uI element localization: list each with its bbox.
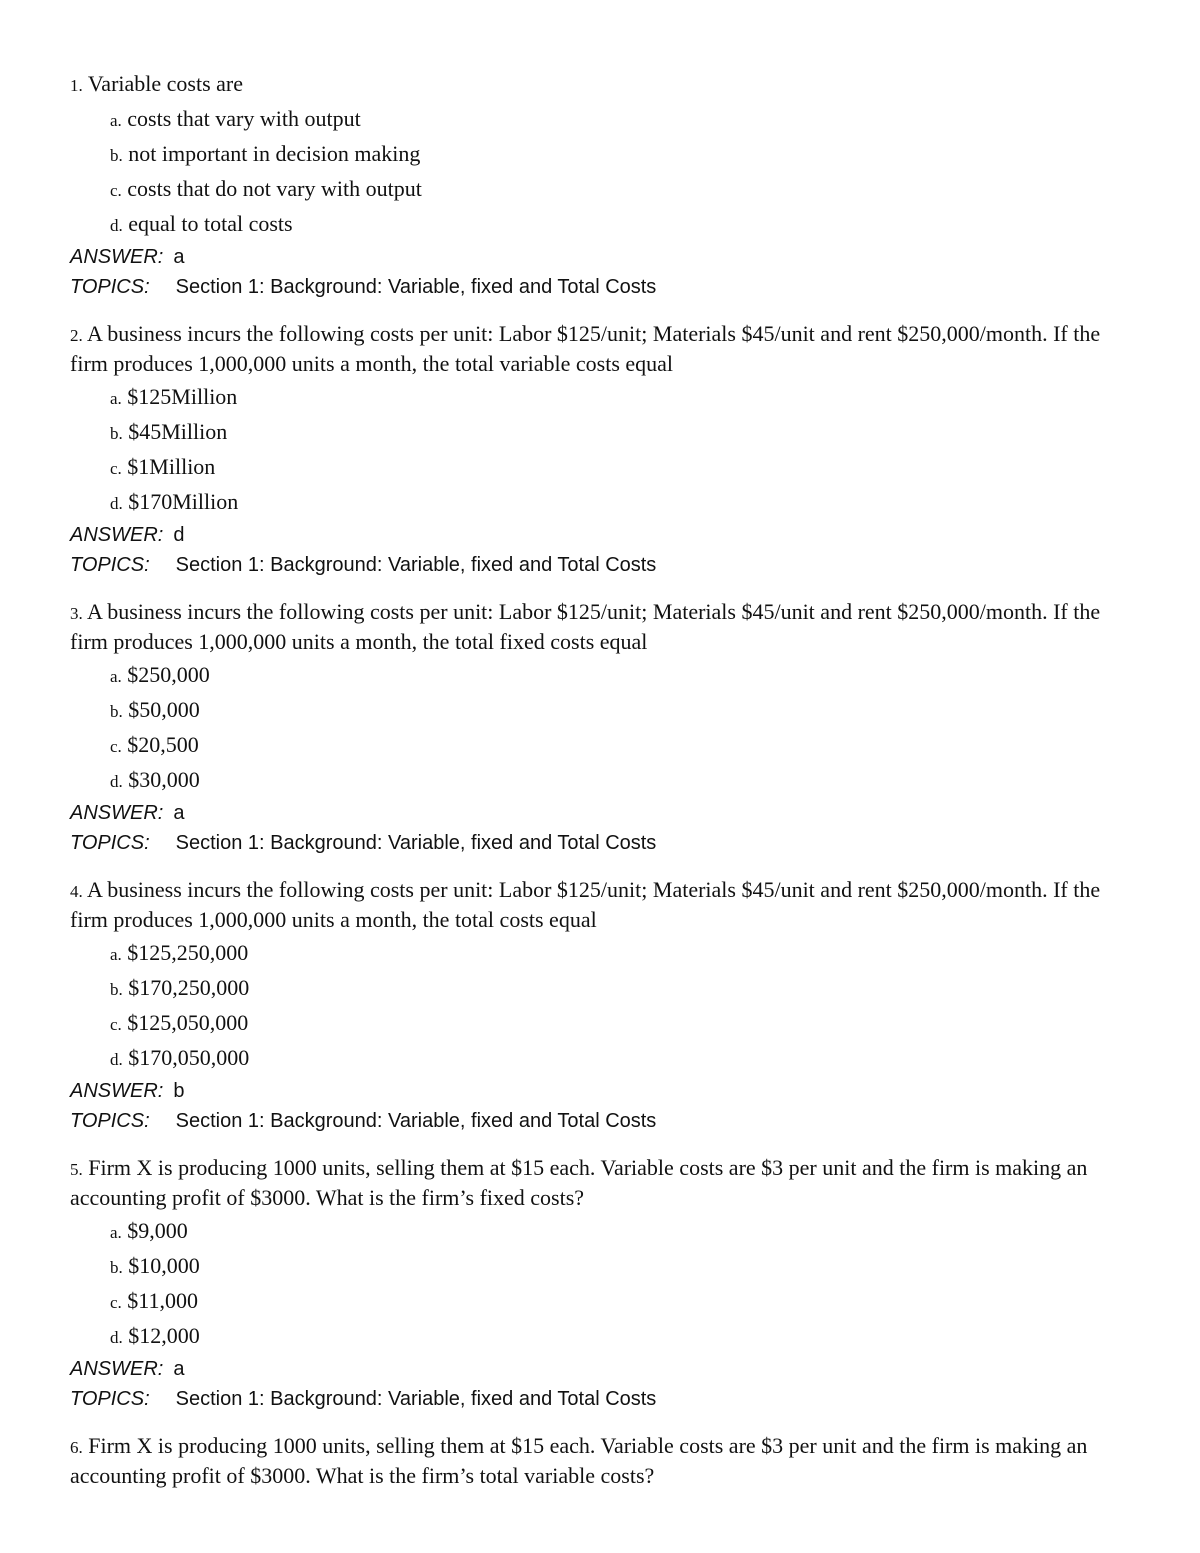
answer-line xyxy=(70,798,1130,828)
answer-value: b xyxy=(173,1080,185,1102)
question-body: A business incurs the following costs per unit: Labor $125/unit; Materials $45/unit and rent $250,000/month. If the firm produces 1,000,000 units a month, the total costs equal xyxy=(70,877,1101,932)
answer-line xyxy=(70,1354,1130,1384)
question-number: 3. xyxy=(70,604,83,623)
question-number: 6. xyxy=(70,1438,83,1457)
option-item xyxy=(110,450,1130,485)
option-item xyxy=(110,172,1130,207)
option-letter: c. xyxy=(110,1015,122,1034)
question-text xyxy=(70,1432,1130,1490)
question-body: A business incurs the following costs per unit: Labor $125/unit; Materials $45/unit and rent $250,000/month. If the firm produces 1,000,000 units a month, the total fixed costs equal xyxy=(70,599,1101,654)
question-block xyxy=(70,876,1130,1136)
answer-value: a xyxy=(173,1358,185,1380)
question-body: A business incurs the following costs per unit: Labor $125/unit; Materials $45/unit and rent $250,000/month. If the firm produces 1,000,000 units a month, the total variable costs equal xyxy=(70,321,1101,376)
answer-label: ANSWER: xyxy=(70,524,164,546)
option-text: $11,000 xyxy=(127,1288,198,1313)
option-text: $170,250,000 xyxy=(128,975,250,1000)
topics-label: TOPICS: xyxy=(70,276,150,298)
option-item xyxy=(110,658,1130,693)
option-item xyxy=(110,1249,1130,1284)
option-letter: d. xyxy=(110,216,123,235)
answer-line xyxy=(70,520,1130,550)
question-text xyxy=(70,876,1130,934)
option-text: $170,050,000 xyxy=(128,1045,250,1070)
option-item xyxy=(110,763,1130,798)
answer-label: ANSWER: xyxy=(70,1080,164,1102)
option-list xyxy=(70,102,1130,242)
option-text: $125,250,000 xyxy=(127,940,249,965)
option-item xyxy=(110,380,1130,415)
topics-line xyxy=(70,1384,1130,1414)
option-item xyxy=(110,1214,1130,1249)
question-body: Firm X is producing 1000 units, selling them at $15 each. Variable costs are $3 per unit and the firm is making an accounting profit of $3000. What is the firm’s total variable costs? xyxy=(70,1433,1088,1488)
option-list xyxy=(70,380,1130,520)
option-letter: d. xyxy=(110,494,123,513)
option-list xyxy=(70,936,1130,1076)
option-text: $125,050,000 xyxy=(127,1010,249,1035)
answer-label: ANSWER: xyxy=(70,246,164,268)
option-letter: c. xyxy=(110,1293,122,1312)
topics-value: Section 1: Background: Variable, fixed and Total Costs xyxy=(175,832,657,854)
option-text: equal to total costs xyxy=(128,211,293,236)
option-item xyxy=(110,1041,1130,1076)
option-item xyxy=(110,693,1130,728)
topics-line xyxy=(70,272,1130,302)
option-letter: d. xyxy=(110,772,123,791)
question-block xyxy=(70,70,1130,302)
option-letter: d. xyxy=(110,1050,123,1069)
document-page xyxy=(70,70,1130,1508)
option-letter: c. xyxy=(110,737,122,756)
option-list xyxy=(70,1214,1130,1354)
option-letter: b. xyxy=(110,702,123,721)
question-number: 5. xyxy=(70,1160,83,1179)
topics-line xyxy=(70,828,1130,858)
question-text xyxy=(70,1154,1130,1212)
option-letter: b. xyxy=(110,980,123,999)
question-number: 2. xyxy=(70,326,83,345)
answer-label: ANSWER: xyxy=(70,1358,164,1380)
topics-line xyxy=(70,550,1130,580)
option-letter: a. xyxy=(110,389,122,408)
question-text xyxy=(70,598,1130,656)
option-item xyxy=(110,971,1130,1006)
answer-value: a xyxy=(173,246,185,268)
topics-value: Section 1: Background: Variable, fixed and Total Costs xyxy=(175,554,657,576)
option-text: $20,500 xyxy=(127,732,199,757)
option-item xyxy=(110,1284,1130,1319)
option-item xyxy=(110,1319,1130,1354)
question-block xyxy=(70,320,1130,580)
option-item xyxy=(110,1006,1130,1041)
option-text: $50,000 xyxy=(128,697,200,722)
option-text: $1Million xyxy=(127,454,216,479)
option-text: not important in decision making xyxy=(128,141,421,166)
option-item xyxy=(110,102,1130,137)
option-text: $9,000 xyxy=(127,1218,188,1243)
option-item xyxy=(110,415,1130,450)
option-letter: a. xyxy=(110,111,122,130)
option-text: $12,000 xyxy=(128,1323,200,1348)
option-letter: a. xyxy=(110,667,122,686)
topics-label: TOPICS: xyxy=(70,1110,150,1132)
option-letter: b. xyxy=(110,146,123,165)
topics-line xyxy=(70,1106,1130,1136)
option-list xyxy=(70,658,1130,798)
option-text: $30,000 xyxy=(128,767,200,792)
option-text: $10,000 xyxy=(128,1253,200,1278)
answer-line xyxy=(70,242,1130,272)
topics-value: Section 1: Background: Variable, fixed and Total Costs xyxy=(175,1110,657,1132)
question-number: 4. xyxy=(70,882,83,901)
option-text: $45Million xyxy=(128,419,228,444)
answer-label: ANSWER: xyxy=(70,802,164,824)
option-item xyxy=(110,936,1130,971)
option-item xyxy=(110,207,1130,242)
question-block xyxy=(70,1432,1130,1490)
option-letter: b. xyxy=(110,424,123,443)
option-text: $170Million xyxy=(128,489,239,514)
question-number: 1. xyxy=(70,76,83,95)
option-letter: d. xyxy=(110,1328,123,1347)
option-text: costs that vary with output xyxy=(127,106,361,131)
option-letter: c. xyxy=(110,459,122,478)
option-letter: a. xyxy=(110,945,122,964)
question-body: Variable costs are xyxy=(87,71,244,96)
topics-label: TOPICS: xyxy=(70,554,150,576)
option-text: $125Million xyxy=(127,384,238,409)
option-item xyxy=(110,485,1130,520)
option-text: $250,000 xyxy=(127,662,210,687)
topics-value: Section 1: Background: Variable, fixed and Total Costs xyxy=(175,276,657,298)
topics-label: TOPICS: xyxy=(70,832,150,854)
option-item xyxy=(110,137,1130,172)
topics-label: TOPICS: xyxy=(70,1388,150,1410)
question-block xyxy=(70,1154,1130,1414)
question-text xyxy=(70,320,1130,378)
question-body: Firm X is producing 1000 units, selling them at $15 each. Variable costs are $3 per unit and the firm is making an accounting profit of $3000. What is the firm’s fixed costs? xyxy=(70,1155,1088,1210)
answer-value: a xyxy=(173,802,185,824)
option-letter: b. xyxy=(110,1258,123,1277)
option-item xyxy=(110,728,1130,763)
answer-value: d xyxy=(173,524,185,546)
option-text: costs that do not vary with output xyxy=(127,176,422,201)
question-text xyxy=(70,70,1130,100)
option-letter: a. xyxy=(110,1223,122,1242)
topics-value: Section 1: Background: Variable, fixed and Total Costs xyxy=(175,1388,657,1410)
option-letter: c. xyxy=(110,181,122,200)
answer-line xyxy=(70,1076,1130,1106)
question-block xyxy=(70,598,1130,858)
